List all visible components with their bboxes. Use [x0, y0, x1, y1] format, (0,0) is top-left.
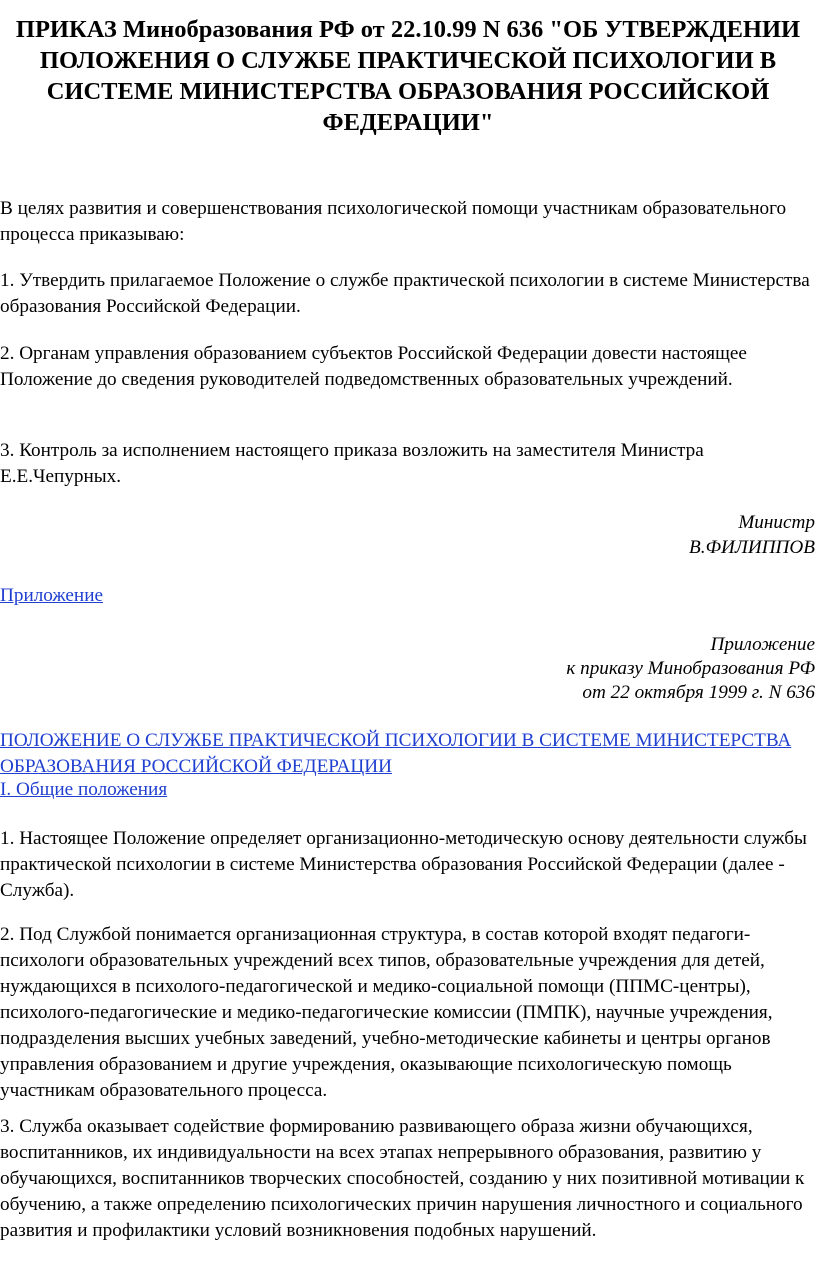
appendix-header-line-2: к приказу Минобразования РФ — [566, 658, 815, 679]
section-general-provisions-link[interactable]: I. Общие положения — [0, 779, 168, 800]
appendix-header-line-3: от 22 октября 1999 г. N 636 — [582, 682, 815, 703]
signature-name: В.ФИЛИППОВ — [689, 537, 815, 558]
appendix-link-container — [0, 583, 816, 609]
appendix-link[interactable]: Приложение — [0, 585, 103, 606]
appendix-header-line-1: Приложение — [710, 634, 815, 655]
regulation-item-3: 3. Служба оказывает содействие формированию развивающего образа жизни обучающихся, воспитанников, их индивидуальности на всех этапах непрерывного образования, развитию у обучающихся, воспитанников творческих способностей, созданию у них позитивной мотивации к обучению, а также определению психологических причин нарушения личностного и социального развития и профилактики условий возникновения подобных нарушений. — [0, 1116, 805, 1241]
intro-paragraph: В целях развития и совершенствования психологической помощи участникам образовательного процесса приказываю: — [0, 198, 787, 245]
section-link-container — [0, 777, 816, 803]
signature-position: Министр — [738, 512, 815, 533]
order-item-3: 3. Контроль за исполнением настоящего приказа возложить на заместителя Министра Е.Е.Чепурных. — [0, 440, 704, 487]
regulation-item-1: 1. Настоящее Положение определяет организационно-методическую основу деятельности службы практической психологии в системе Министерства образования Российской Федерации (далее - Служба). — [0, 828, 807, 901]
regulation-link-container — [0, 728, 816, 780]
order-item-2: 2. Органам управления образованием субъектов Российской Федерации довести настоящее Положение до сведения руководителей подведомственных образовательных учреждений. — [0, 343, 747, 390]
regulation-title-link[interactable]: ПОЛОЖЕНИЕ О СЛУЖБЕ ПРАКТИЧЕСКОЙ ПСИХОЛОГИИ В СИСТЕМЕ МИНИСТЕРСТВА ОБРАЗОВАНИЯ РОССИЙСКОЙ ФЕДЕРАЦИИ — [0, 730, 792, 777]
order-item-1: 1. Утвердить прилагаемое Положение о службе практической психологии в системе Министерства образования Российской Федерации. — [0, 270, 810, 317]
document-title: ПРИКАЗ Минобразования РФ от 22.10.99 N 636 "ОБ УТВЕРЖДЕНИИ ПОЛОЖЕНИЯ О СЛУЖБЕ ПРАКТИЧЕСКОЙ ПСИХОЛОГИИ В СИСТЕМЕ МИНИСТЕРСТВА ОБРАЗОВАНИЯ РОССИЙСКОЙ ФЕДЕРАЦИИ" — [15, 16, 801, 136]
regulation-item-2: 2. Под Службой понимается организационная структура, в состав которой входят педагоги-психологи образовательных учреждений всех типов, образовательные учреждения для детей, нуждающихся в психолого-педагогической и медико-социальной помощи (ППМС-центры), психолого-педагогические и медико-педагогические комиссии (ПМПК), научные учреждения, подразделения высших учебных заведений, учебно-методические кабинеты и центры органов управления образованием и другие учреждения, оказывающие психологическую помощь участникам образовательного процесса. — [0, 924, 773, 1101]
